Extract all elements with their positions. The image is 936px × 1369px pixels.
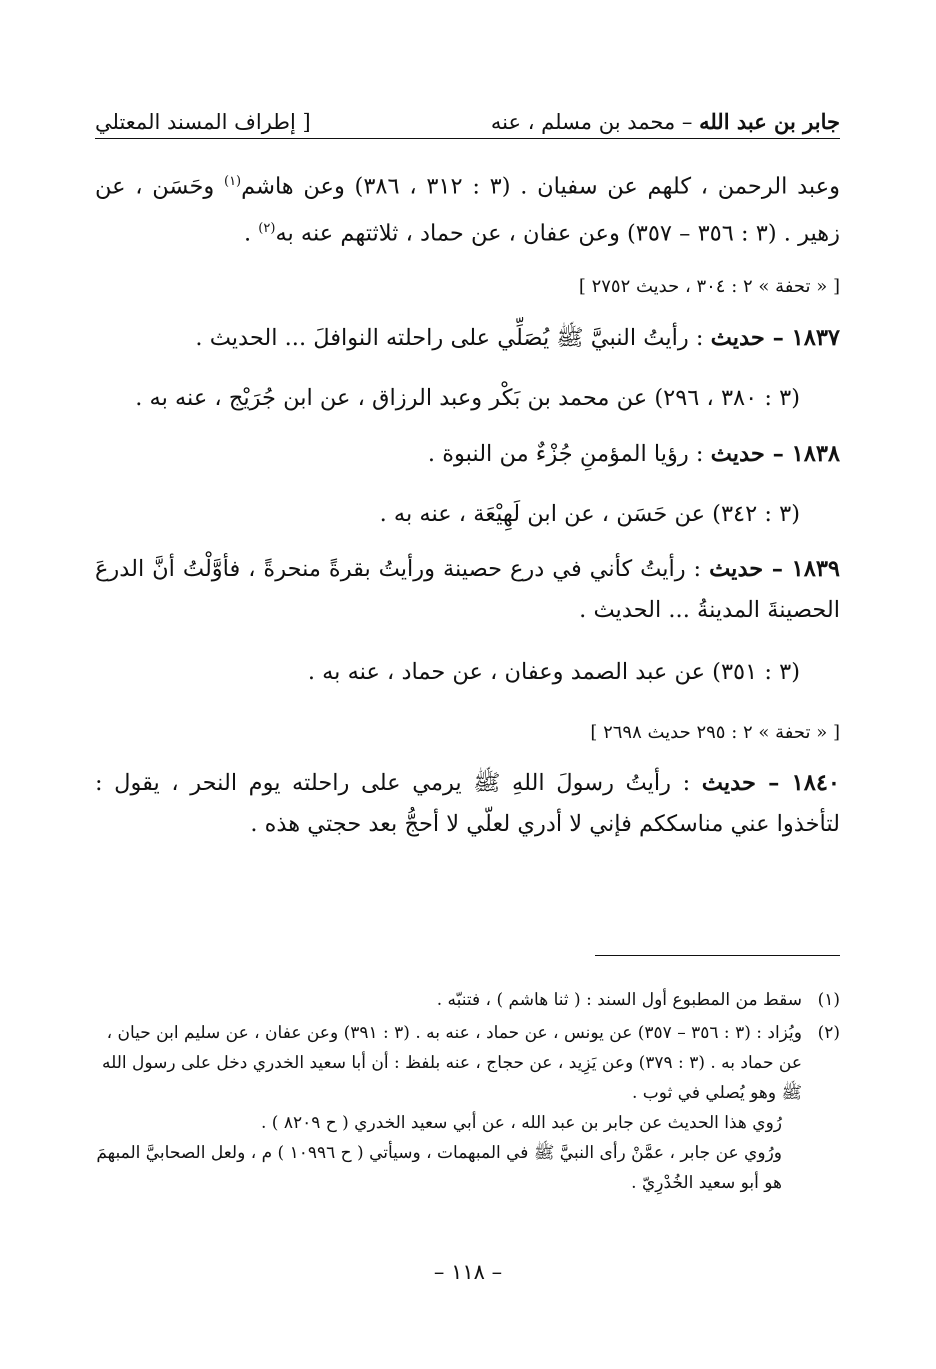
header-title-bold: جابر بن عبد الله [699, 109, 840, 134]
hadith-number: ١٨٣٧ – حديث [710, 325, 840, 351]
footnote-2 [95, 1018, 840, 1198]
footnote-ref-1[interactable]: (١) [223, 174, 242, 189]
hadith-number: ١٨٣٩ – حديث [709, 556, 840, 582]
continuation-paragraph [95, 161, 840, 254]
header-title [491, 109, 840, 134]
footnote-text: ويُزاد : (٣ : ٣٥٦ – ٣٥٧) عن يونس ، عن حماد ، عنه به . (٣ : ٣٩١) وعن عفان ، عن سليم ابن حيان ، عن حماد به . (٣ : ٣٧٩) وعن يَزِيد ، عن حجاج ، عنه بلفظ : أن أبا سعيد الخدري دخل على رسول الله ﷺ وهو يُصلي في ثوب . [101, 1023, 802, 1103]
footnote-text: سقط من المطبوع أول السند : ( ثنا هاشم ) ، فتنبّه . [436, 990, 802, 1010]
running-header [95, 100, 840, 134]
hadith-text: : رأيتُ النبيَّ ﷺ يُصَلِّي على راحلته النوافلَ ... الحديث . [195, 325, 704, 351]
header-book-title: [ إطراف المسند المعتلي [95, 110, 311, 134]
hadith-number: ١٨٤٠ – حديث [701, 770, 840, 796]
page-number: – ١١٨ – [433, 1260, 503, 1284]
hadith-1838-isnad: (٣ : ٣٤٢) عن حَسَن ، عن ابن لَهِيْعَة ، عنه به . [379, 501, 800, 527]
hadith-1839 [95, 549, 840, 631]
footnote-ref-2[interactable]: (٢) [258, 220, 276, 236]
hadith-1840 [95, 763, 840, 845]
hadith-number: ١٨٣٨ – حديث [710, 441, 840, 467]
header-title-rest: – محمد بن مسلم ، عنه [490, 110, 693, 134]
footnote-number: (١) [817, 990, 840, 1010]
footnote-2-para-2: رُوي هذا الحديث عن جابر بن عبد الله ، عن أبي سعيد الخدري ( ح ٨٢٠٩ ) . [260, 1113, 782, 1133]
cont-line2-a: زهير . (٣ : ٣٥٦ – ٣٥٧) وعن عفان ، عن حماد ، ثلاثتهم عنه به [275, 220, 840, 246]
footnote-1 [95, 985, 840, 1015]
hadith-text: : رأيتُ كأني في درع حصينة ورأيتُ بقرةً منحرةً ، فأوَّلْتُ أنَّ الدرعَ الحصينةَ المدينةُ ... الحديث . [95, 556, 840, 623]
hadith-1839-isnad: (٣ : ٣٥١) عن عبد الصمد وعفان ، عن حماد ، عنه به . [307, 659, 800, 685]
hadith-text: : رأيتُ رسولَ اللهِ ﷺ يرمي على راحلته يوم النحر ، يقول : لتأخذوا عني مناسككم فإني لا أدري لعلّي لا أحجُّ بعد حجتي هذه . [95, 770, 840, 837]
footnote-number: (٢) [817, 1023, 840, 1043]
header-rule [95, 138, 840, 139]
hadith-text: : رؤيا المؤمنِ جُزْءٌ من النبوة . [427, 441, 704, 467]
cont-line1-a: وعبد الرحمن ، كلهم عن سفيان . (٣ : ٣١٢ ، ٣٨٦) وعن هاشم [241, 173, 840, 200]
tuhfa-reference-1: [ « تحفة » ٢ : ٣٠٤ ، حديث ٢٧٥٢ ] [578, 276, 840, 297]
hadith-1837-isnad: (٣ : ٣٨٠ ، ٢٩٦) عن محمد بن بَكْر وعبد الرزاق ، عن ابن جُرَيْج ، عنه به . [135, 385, 800, 411]
cont-line2-b: . [243, 220, 259, 246]
hadith-1837 [95, 318, 840, 359]
footnote-2-para-3: ورُوي عن جابر ، عمَّنْ رأى النبيَّ ﷺ في المبهمات ، وسيأتي ( ح ١٠٩٩٦ ) م ، ولعل الصحابيَّ المبهمَ هو أبو سعيد الخُدْرِيّ . [96, 1143, 782, 1193]
footnote-rule [595, 955, 840, 956]
hadith-1838 [95, 434, 840, 475]
cont-line1-b: وحَسَن ، عن [95, 173, 224, 200]
tuhfa-reference-2: [ « تحفة » ٢ : ٢٩٥ حديث ٢٦٩٨ ] [590, 722, 840, 743]
